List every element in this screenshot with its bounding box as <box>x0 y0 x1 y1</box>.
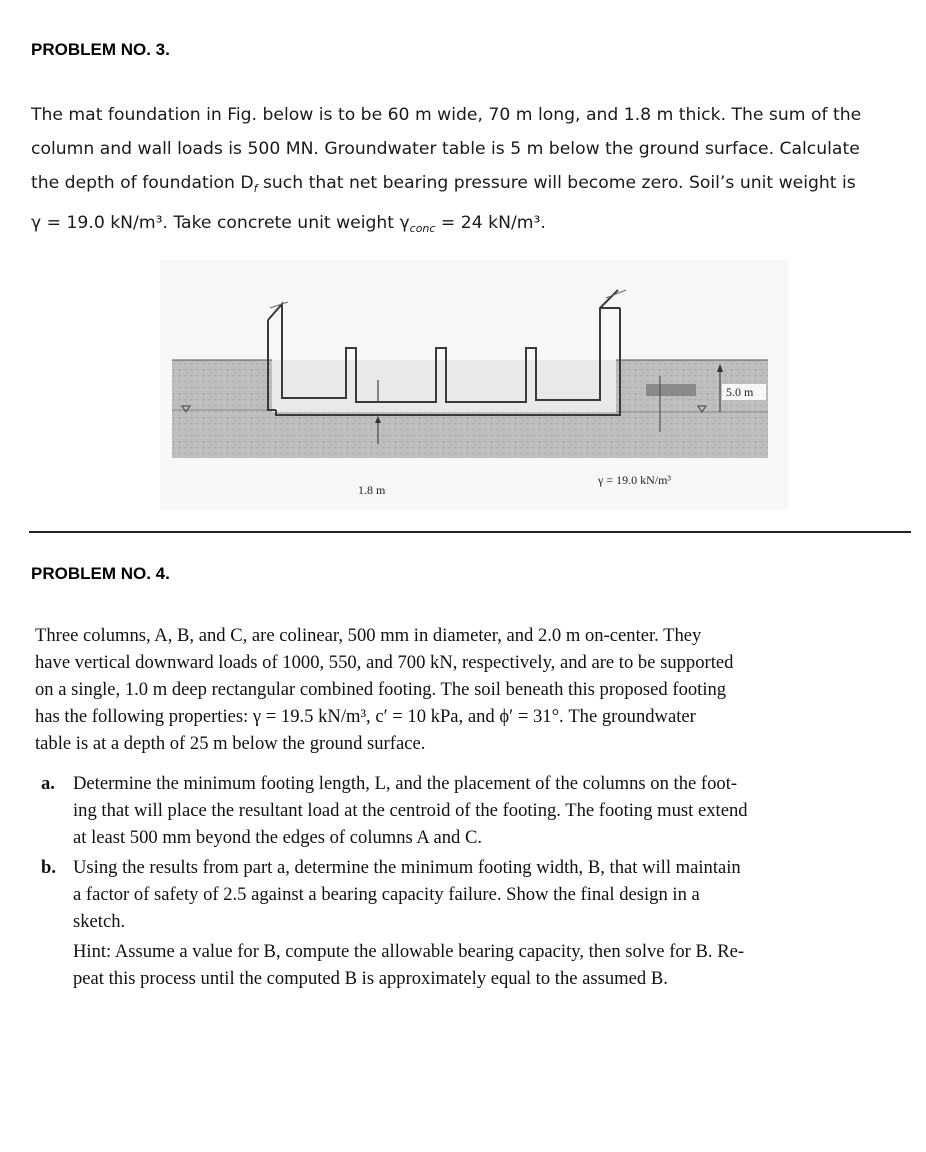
p4-line-1: Three columns, A, B, and C, are colinear, 500 mm in diameter, and 2.0 m on-center. They <box>35 625 702 646</box>
thickness-label: 1.8 m <box>358 483 386 497</box>
p3-line-4: γ = 19.0 kN/m³. Take concrete unit weight $\gamma_{conc} = 24$ kN/m³. <box>31 213 546 235</box>
mat-foundation-figure <box>160 260 788 510</box>
p4-line-5: table is at a depth of 25 m below the ground surface. <box>35 733 426 754</box>
problem-4-statement <box>35 622 855 757</box>
p3-line-2: column and wall loads is 500 MN. Groundwater table is 5 m below the ground surface. Calculate <box>31 139 860 159</box>
problem-3-statement <box>31 98 909 246</box>
excavation-area <box>272 360 616 412</box>
hint-text: Hint: Assume a value for B, compute the allowable bearing capacity, then solve for B. Re- peat this process until the computed B is approximately equal to the assumed B. <box>73 941 745 989</box>
section-divider <box>29 531 911 533</box>
dark-soil-strip <box>646 384 696 396</box>
part-a-text: Determine the minimum footing length, L, and the placement of the columns on the foot- ing that will place the resultant load at the centroid of the footing. The footing must extend at least 500 mm beyond the edges of columns A and C. <box>73 773 748 848</box>
p4-line-4: has the following properties: γ = 19.5 kN/m³, c′ = 10 kPa, and ϕ′ = 31°. The groundwater <box>35 706 696 727</box>
part-a-letter: a. <box>41 773 55 794</box>
depth-label: 5.0 m <box>726 385 754 399</box>
problem-4-heading: PROBLEM NO. 4. <box>31 564 170 583</box>
p3-line-1: The mat foundation in Fig. below is to be 60 m wide, 70 m long, and 1.8 m thick. The sum of the <box>31 105 862 125</box>
p4-line-2: have vertical downward loads of 1000, 550, and 700 kN, respectively, and are to be supported <box>35 652 734 673</box>
p3-line-3: the depth of foundation $D_f$ such that net bearing pressure will become zero. Soil’s unit weight is <box>31 173 856 195</box>
part-b-text: Using the results from part a, determine the minimum footing width, B, that will maintain a factor of safety of 2.5 against a bearing capacity failure. Show the final design in a sketch. <box>73 857 741 932</box>
p4-line-3: on a single, 1.0 m deep rectangular combined footing. The soil beneath this proposed footing <box>35 679 727 700</box>
part-b-letter: b. <box>41 857 56 878</box>
unit-weight-label: γ = 19.0 kN/m³ <box>598 473 672 487</box>
subscript-f: f <box>253 182 258 195</box>
problem-3-heading: PROBLEM NO. 3. <box>31 40 170 59</box>
subscript-conc: conc <box>409 222 436 235</box>
